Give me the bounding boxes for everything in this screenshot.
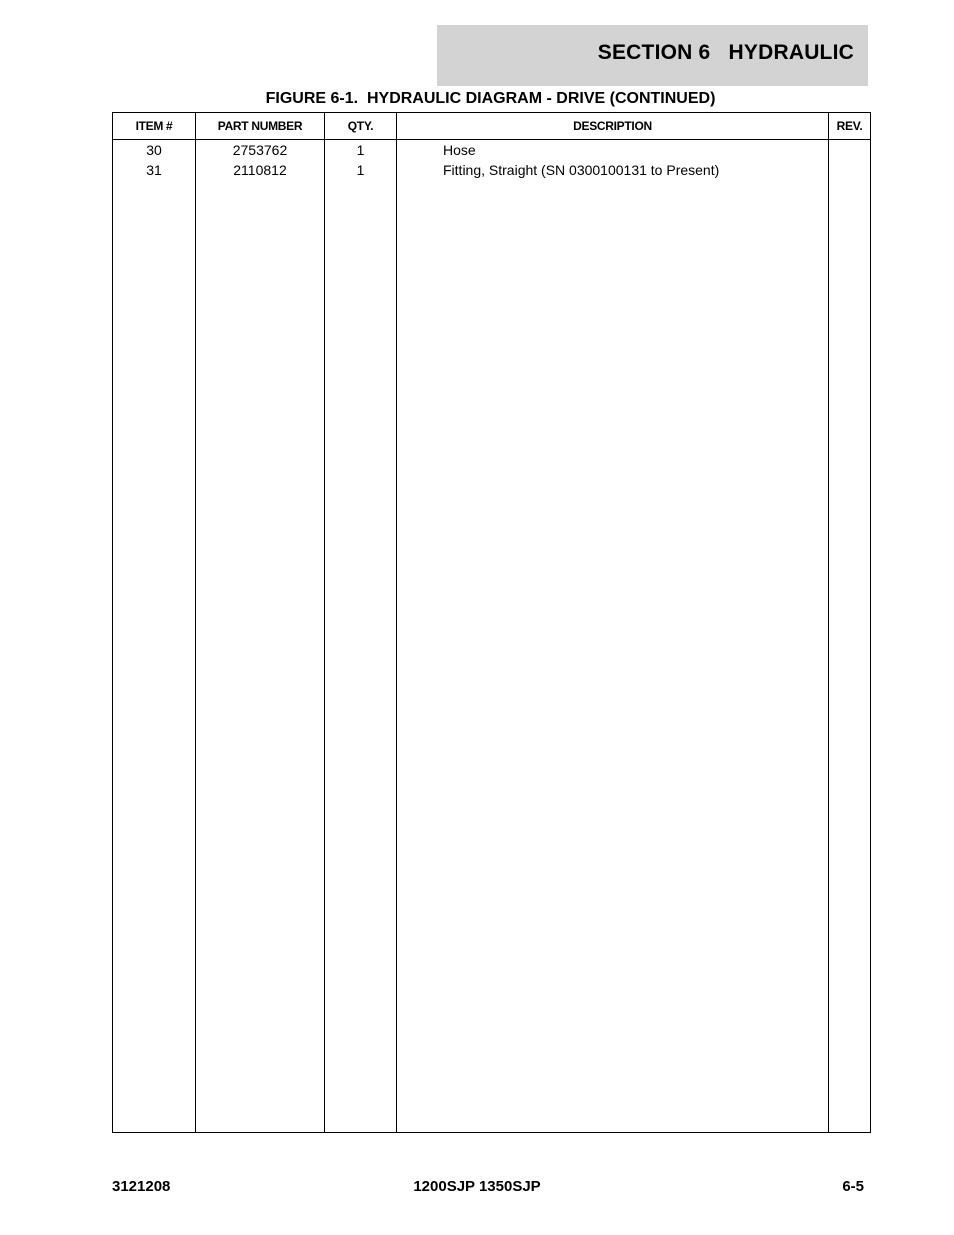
figure-title: FIGURE 6-1. HYDRAULIC DIAGRAM - DRIVE (CONTINUED) [265,90,716,107]
cell-rev [829,160,871,180]
cell-qty: 1 [325,160,397,180]
footer-doc-number: 3121208 [112,1178,171,1195]
column-header-qty: QTY. [325,113,397,140]
column-header-rev: REV. [829,113,871,140]
table-row [113,140,871,161]
table-row [113,160,871,180]
table-filler-row [113,180,871,1133]
cell-rev [829,140,871,161]
table-header-row [113,113,871,140]
cell-part-number: 2110812 [196,160,325,180]
filler-cell [829,180,871,1133]
column-header-part-number: PART NUMBER [196,113,325,140]
section-banner [437,25,868,86]
parts-table [112,112,871,1133]
cell-item: 30 [113,140,196,161]
cell-qty: 1 [325,140,397,161]
filler-cell [113,180,196,1133]
column-header-item: ITEM # [113,113,196,140]
cell-description: Hose [397,140,829,161]
cell-description: Fitting, Straight (SN 0300100131 to Present) [397,160,829,180]
column-header-description: DESCRIPTION [397,113,829,140]
section-title: SECTION 6 HYDRAULIC [597,41,854,64]
filler-cell [196,180,325,1133]
filler-cell [325,180,397,1133]
cell-part-number: 2753762 [196,140,325,161]
footer-models: 1200SJP 1350SJP [413,1178,541,1195]
cell-item: 31 [113,160,196,180]
footer-page-number: 6-5 [842,1178,864,1195]
filler-cell [397,180,829,1133]
